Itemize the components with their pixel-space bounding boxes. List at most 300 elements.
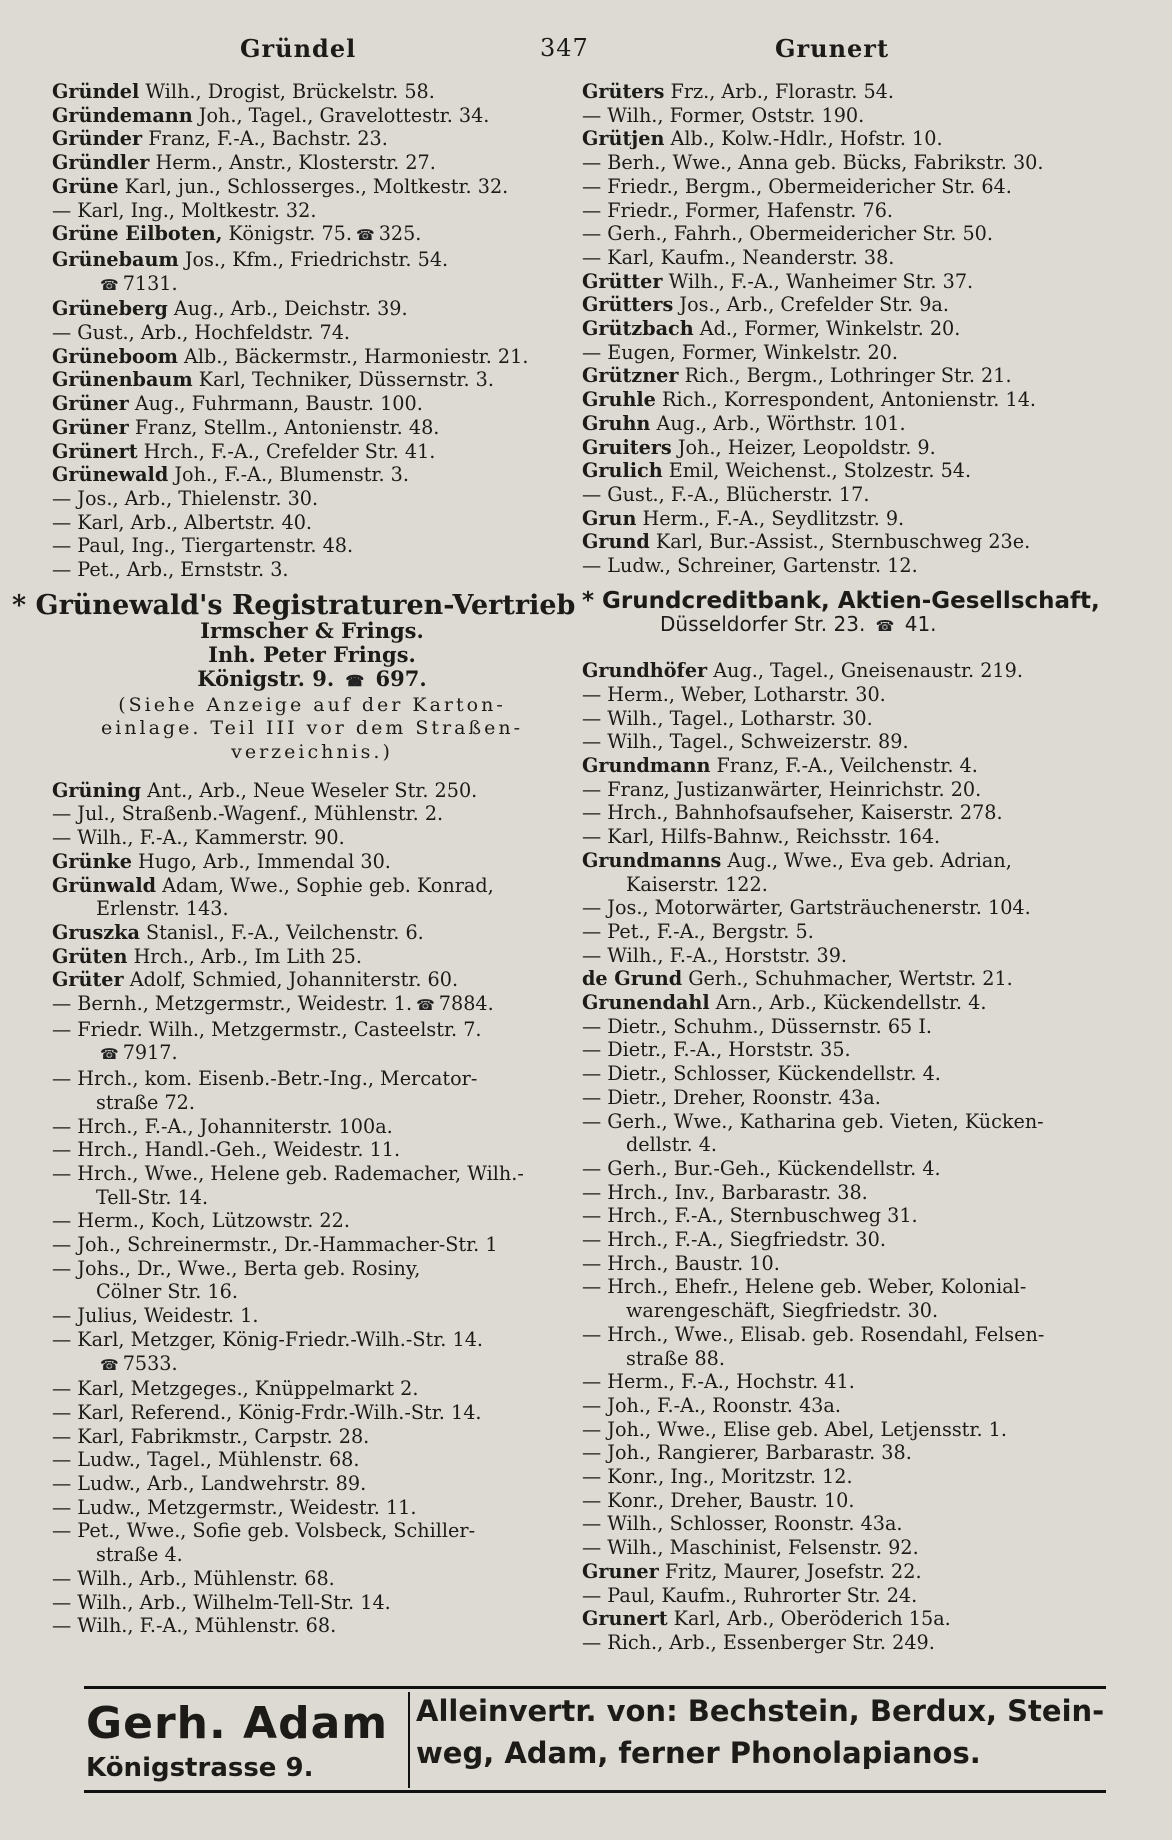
telephone-icon: ☎: [345, 671, 365, 690]
entry-details: — Ludw., Tagel., Mühlenstr. 68.: [52, 1448, 360, 1472]
directory-entry: [52, 1018, 572, 1042]
banner-line: weg, Adam, ferner Phonolapianos.: [416, 1736, 981, 1770]
entry-details: — Joh., Rangierer, Barbarastr. 38.: [582, 1441, 912, 1465]
directory-entry: [52, 1138, 572, 1162]
entry-details: — Johs., Dr., Wwe., Berta geb. Rosiny,: [52, 1256, 421, 1280]
banner-advert-text: [416, 1694, 1106, 1770]
directory-entry: [582, 436, 1122, 460]
entry-details: — Karl, Fabrikmstr., Carpstr. 28.: [52, 1424, 370, 1448]
directory-entry: [52, 1209, 572, 1233]
entry-details: — Karl, Ing., Moltkestr. 32.: [52, 198, 317, 222]
directory-entry: [582, 1015, 1122, 1039]
directory-entry: [582, 530, 1122, 554]
entry-details: — Wilh., F.-A., Kammerstr. 90.: [52, 826, 345, 850]
directory-entry: [52, 487, 572, 511]
entry-details: Franz, F.-A., Bachstr. 23.: [142, 127, 388, 151]
telephone-icon: ☎: [100, 275, 119, 294]
advert-note: verzeichnis.): [231, 740, 393, 763]
directory-entry: [52, 345, 572, 369]
directory-entry: [582, 1347, 1122, 1371]
entry-surname: Grützbach: [582, 317, 694, 341]
entry-phone: 7917.: [122, 1041, 178, 1065]
directory-entry: [52, 558, 572, 582]
directory-entry: [582, 270, 1122, 294]
entry-surname: Gründer: [52, 127, 143, 151]
banner-rule-bottom: [84, 1790, 1106, 1793]
entry-surname: Gruiters: [582, 435, 672, 459]
directory-entry: [582, 707, 1122, 731]
entry-details: — Karl, Arb., Albertstr. 40.: [52, 510, 313, 534]
directory-entry: [582, 412, 1122, 436]
directory-entry: [582, 1536, 1122, 1560]
directory-entry: [582, 825, 1122, 849]
directory-entry: [52, 1233, 572, 1257]
entry-details: — Karl, Kaufm., Neanderstr. 38.: [582, 245, 895, 269]
directory-entry: [52, 80, 572, 104]
entry-details: Karl, jun., Schlosserges., Moltkestr. 32.: [118, 174, 509, 198]
telephone-icon: ☎: [100, 1045, 119, 1064]
entry-details: — Hrch., Handl.-Geh., Weidestr. 11.: [52, 1138, 401, 1162]
entry-details: — Karl, Hilfs-Bahnw., Reichsstr. 164.: [582, 825, 941, 849]
entry-details: Gerh., Schuhmacher, Wertstr. 21.: [682, 967, 1013, 991]
directory-entry: [52, 1257, 572, 1281]
banner-line: Alleinvertr. von: Bechstein, Berdux, Stein-: [416, 1694, 1105, 1728]
entry-surname: Grundmann: [582, 753, 711, 777]
directory-entry: [582, 1489, 1122, 1513]
directory-entry: [582, 317, 1122, 341]
directory-entry: [582, 1086, 1122, 1110]
entry-surname: Grüner: [52, 392, 129, 416]
right-column: [582, 80, 1122, 1655]
directory-entry: [52, 1614, 572, 1638]
directory-entry: [52, 1519, 572, 1543]
directory-entry: [52, 1543, 572, 1567]
entry-details: straße 88.: [626, 1346, 725, 1370]
left-entries-bottom: [52, 779, 572, 1638]
entry-details: — Wilh., Former, Oststr. 190.: [582, 103, 865, 127]
entry-details: warengeschäft, Siegfriedstr. 30.: [626, 1299, 939, 1323]
entry-details: — Franz, Justizanwärter, Heinrichstr. 20.: [582, 777, 982, 801]
directory-entry: [582, 1275, 1122, 1299]
entry-details: Karl, Techniker, Düssernstr. 3.: [192, 368, 494, 392]
directory-entry: [582, 920, 1122, 944]
entry-details: straße 72.: [96, 1090, 195, 1114]
entry-surname: Grulich: [582, 459, 663, 483]
directory-entry: [52, 175, 572, 199]
entry-details: — Karl, Metzgeges., Knüppelmarkt 2.: [52, 1377, 419, 1401]
entry-phone: 7533.: [122, 1351, 178, 1375]
entry-details: Hugo, Arb., Immendal 30.: [131, 849, 391, 873]
entry-details: Joh., Tagel., Gravelottestr. 34.: [192, 103, 490, 127]
advert-note: einlage. Teil III vor dem Straßen-: [100, 717, 524, 740]
directory-entry: [582, 175, 1122, 199]
directory-entry: [582, 1631, 1122, 1655]
directory-entry: [582, 801, 1122, 825]
entry-details: Adam, Wwe., Sophie geb. Konrad,: [156, 873, 494, 897]
entry-details: — Hrch., Ehefr., Helene geb. Weber, Kolonial-: [582, 1275, 1027, 1299]
directory-entry: [582, 388, 1122, 412]
entry-surname: Grunendahl: [582, 991, 710, 1015]
entry-surname: Grünenbaum: [52, 368, 193, 392]
directory-entry: [52, 1162, 572, 1186]
entry-details: Joh., F.-A., Blumenstr. 3.: [168, 463, 409, 487]
directory-entry: [582, 849, 1122, 873]
directory-entry: [52, 1401, 572, 1425]
entry-details: Alb., Bäckermstr., Harmoniestr. 21.: [177, 344, 529, 368]
directory-entry: [582, 199, 1122, 223]
entry-details: Arn., Arb., Kückendellstr. 4.: [709, 991, 987, 1015]
entry-details: — Gerh., Bur.-Geh., Kückendellstr. 4.: [582, 1156, 941, 1180]
directory-entry: [582, 1441, 1122, 1465]
entry-details: Aug., Wwe., Eva geb. Adrian,: [721, 848, 1012, 872]
advert-line: Inh. Peter Frings.: [208, 642, 416, 668]
entry-details: Herm., F.-A., Seydlitzstr. 9.: [636, 506, 905, 530]
entry-details: — Gerh., Fahrh., Obermeidericher Str. 50.: [582, 222, 993, 246]
company-phone: 41.: [904, 612, 937, 637]
telephone-icon: ☎: [356, 226, 375, 245]
banner-name: Gerh. Adam: [86, 1698, 389, 1749]
directory-entry: [52, 1328, 572, 1352]
entry-details: Emil, Weichenst., Stolzestr. 54.: [662, 459, 972, 483]
entry-details: — Hrch., kom. Eisenb.-Betr.-Ing., Mercator-: [52, 1067, 478, 1091]
entry-phone: 7131.: [122, 271, 178, 295]
entry-details: Wilh., Drogist, Brückelstr. 58.: [139, 80, 435, 103]
directory-entry: [582, 944, 1122, 968]
entry-details: — Hrch., Baustr. 10.: [582, 1251, 780, 1275]
entry-details: Frz., Arb., Florastr. 54.: [664, 80, 894, 103]
directory-entry: [582, 1607, 1122, 1631]
directory-entry: [52, 297, 572, 321]
entry-surname: Grüning: [52, 778, 142, 802]
entry-details: — Joh., Schreinermstr., Dr.-Hammacher-Str. 1: [52, 1233, 498, 1257]
directory-entry: [52, 1591, 572, 1615]
entry-surname: Grütter: [582, 269, 663, 293]
directory-entry: [582, 246, 1122, 270]
entry-surname: Grund: [582, 530, 650, 554]
directory-entry: [582, 104, 1122, 128]
directory-entry: [52, 248, 572, 272]
directory-entry: [52, 463, 572, 487]
directory-entry: [582, 659, 1122, 683]
entry-details: — Herm., F.-A., Hochstr. 41.: [582, 1370, 855, 1394]
entry-details: — Friedr. Wilh., Metzgermstr., Casteelstr. 7.: [52, 1017, 482, 1041]
directory-entry: [52, 1280, 572, 1304]
directory-entry: [52, 321, 572, 345]
entry-details: Hrch., F.-A., Crefelder Str. 41.: [137, 439, 436, 463]
directory-entry: [582, 1157, 1122, 1181]
directory-entry: [52, 272, 572, 298]
directory-entry: [52, 1067, 572, 1091]
directory-entry: [52, 511, 572, 535]
entry-details: — Ludw., Arb., Landwehrstr. 89.: [52, 1472, 367, 1496]
directory-entry: [582, 1228, 1122, 1252]
page-number: 347: [540, 34, 589, 62]
entry-details: Ad., Former, Winkelstr. 20.: [693, 317, 961, 341]
entry-details: — Gust., F.-A., Blücherstr. 17.: [582, 482, 870, 506]
entry-details: — Joh., Wwe., Elise geb. Abel, Letjensstr. 1.: [582, 1417, 1007, 1441]
directory-entry: [52, 222, 572, 248]
directory-entry: [52, 1091, 572, 1115]
directory-entry: [582, 1038, 1122, 1062]
entry-details: — Wilh., Maschinist, Felsenstr. 92.: [582, 1536, 919, 1560]
advert-title: * Grünewald's Registraturen-Vertrieb: [12, 589, 576, 621]
telephone-icon: ☎: [875, 617, 895, 636]
directory-entry: [582, 1062, 1122, 1086]
entry-details: — Friedr., Bergm., Obermeidericher Str. 64.: [582, 174, 1012, 198]
directory-entry: [52, 1115, 572, 1139]
entry-details: Cölner Str. 16.: [96, 1280, 238, 1304]
entry-details: Karl, Bur.-Assist., Sternbuschweg 23e.: [649, 530, 1031, 554]
entry-details: — Gust., Arb., Hochfeldstr. 74.: [52, 321, 351, 345]
entry-surname: Grüner: [52, 415, 129, 439]
entry-surname: Gründler: [52, 151, 150, 175]
directory-entry: [52, 992, 572, 1018]
directory-entry: [582, 222, 1122, 246]
entry-details: — Berh., Wwe., Anna geb. Bücks, Fabrikstr. 30.: [582, 151, 1044, 175]
entry-details: — Hrch., F.-A., Johanniterstr. 100a.: [52, 1114, 393, 1138]
entry-surname: Grun: [582, 506, 637, 530]
entry-details: dellstr. 4.: [626, 1133, 718, 1157]
entry-details: — Ludw., Schreiner, Gartenstr. 12.: [582, 554, 918, 578]
entry-details: — Jul., Straßenb.-Wagenf., Mühlenstr. 2.: [52, 802, 444, 826]
entry-surname: Gruhle: [582, 388, 656, 412]
entry-details: Rich., Korrespondent, Antonienstr. 14.: [655, 388, 1037, 412]
entry-details: straße 4.: [96, 1543, 183, 1567]
entry-surname: Grütters: [582, 293, 674, 317]
entry-details: — Hrch., Wwe., Elisab. geb. Rosendahl, Felsen-: [582, 1322, 1045, 1346]
directory-entry: [582, 1110, 1122, 1134]
directory-entry: [52, 1425, 572, 1449]
entry-phone: 325.: [378, 222, 422, 246]
entry-details: Kaiserstr. 122.: [626, 872, 768, 896]
directory-entry: [52, 1496, 572, 1520]
directory-entry: [52, 1041, 572, 1067]
directory-entry: [52, 897, 572, 921]
directory-entry: [582, 80, 1122, 104]
directory-entry: [582, 293, 1122, 317]
entry-details: — Friedr., Former, Hafenstr. 76.: [582, 198, 894, 222]
entry-details: Franz, F.-A., Veilchenstr. 4.: [710, 753, 978, 777]
advert-phone: 697.: [375, 665, 427, 691]
entry-details: — Hrch., F.-A., Siegfriedstr. 30.: [582, 1228, 886, 1252]
entry-surname: Grundmanns: [582, 848, 722, 872]
entry-details: Stanisl., F.-A., Veilchenstr. 6.: [139, 920, 424, 944]
banner-rule-top: [84, 1686, 1106, 1689]
directory-entry: [582, 1394, 1122, 1418]
entry-details: — Hrch., Wwe., Helene geb. Rademacher, Wilh.-: [52, 1161, 524, 1185]
advert-line: Irmscher & Frings.: [200, 618, 424, 644]
directory-entry: [52, 392, 572, 416]
directory-entry: [582, 1323, 1122, 1347]
directory-entry: [52, 874, 572, 898]
entry-details: Ant., Arb., Neue Weseler Str. 250.: [141, 778, 478, 802]
directory-entry: [52, 1377, 572, 1401]
directory-entry: [582, 507, 1122, 531]
directory-entry: [582, 127, 1122, 151]
entry-details: Erlenstr. 143.: [96, 897, 229, 921]
company-title: * Grundcreditbank, Aktien-Gesellschaft,: [582, 587, 1100, 614]
directory-entry: [52, 1567, 572, 1591]
directory-entry: [52, 368, 572, 392]
directory-entry: [52, 1304, 572, 1328]
entry-details: — Dietr., Dreher, Roonstr. 43a.: [582, 1085, 881, 1109]
entry-details: Franz, Stellm., Antonienstr. 48.: [128, 415, 440, 439]
telephone-icon: ☎: [100, 1355, 119, 1374]
directory-entry: [52, 104, 572, 128]
directory-entry: [52, 968, 572, 992]
entry-phone: 7884.: [438, 992, 494, 1016]
entry-details: Aug., Fuhrmann, Baustr. 100.: [128, 392, 423, 416]
entry-details: — Julius, Weidestr. 1.: [52, 1304, 259, 1328]
entry-surname: Grundhöfer: [582, 659, 708, 683]
directory-entry: [582, 1584, 1122, 1608]
entry-surname: Gruszka: [52, 920, 140, 944]
directory-entry: [582, 1560, 1122, 1584]
entry-details: — Herm., Weber, Lotharstr. 30.: [582, 682, 886, 706]
directory-entry: [582, 1512, 1122, 1536]
entry-details: — Wilh., Arb., Wilhelm-Tell-Str. 14.: [52, 1590, 391, 1614]
entry-details: — Paul, Kaufm., Ruhrorter Str. 24.: [582, 1583, 918, 1607]
entry-details: Wilh., F.-A., Wanheimer Str. 37.: [662, 269, 974, 293]
advert-address: [52, 667, 572, 694]
advert-note: (Siehe Anzeige auf der Karton-: [118, 693, 506, 716]
entry-surname: Grünke: [52, 849, 132, 873]
advert-street: Königstr. 9.: [197, 665, 335, 691]
entry-details: — Paul, Ing., Tiergartenstr. 48.: [52, 534, 354, 558]
entry-details: — Dietr., Schlosser, Kückendellstr. 4.: [582, 1062, 941, 1086]
entry-details: — Ludw., Metzgermstr., Weidestr. 11.: [52, 1495, 417, 1519]
directory-entry: [582, 896, 1122, 920]
directory-entry: [582, 151, 1122, 175]
entry-details: Jos., Kfm., Friedrichstr. 54.: [178, 247, 449, 271]
entry-details: — Konr., Dreher, Baustr. 10.: [582, 1488, 855, 1512]
directory-entry: [52, 1448, 572, 1472]
entry-details: — Jos., Arb., Thielenstr. 30.: [52, 486, 319, 510]
directory-entry: [582, 873, 1122, 897]
right-entries-top: [582, 80, 1122, 578]
entry-details: Aug., Tagel., Gneisenaustr. 219.: [707, 659, 1023, 683]
left-column: [12, 80, 576, 1638]
entry-details: — Wilh., Tagel., Lotharstr. 30.: [582, 706, 873, 730]
telephone-icon: ☎: [416, 996, 435, 1015]
directory-entry: [52, 826, 572, 850]
entry-details: — Wilh., Arb., Mühlenstr. 68.: [52, 1566, 335, 1590]
directory-entry: [52, 850, 572, 874]
entry-details: — Herm., Koch, Lützowstr. 22.: [52, 1209, 350, 1233]
entry-surname: Grüne: [52, 174, 119, 198]
directory-entry: [52, 802, 572, 826]
banner-street: Königstrasse 9.: [86, 1753, 314, 1783]
entry-surname: Grüneboom: [52, 344, 178, 368]
directory-entry: [52, 127, 572, 151]
entry-details: — Dietr., F.-A., Horststr. 35.: [582, 1038, 851, 1062]
directory-entry: [582, 754, 1122, 778]
entry-surname: Grünwald: [52, 873, 157, 897]
entry-details: Herm., Anstr., Klosterstr. 27.: [149, 151, 436, 175]
directory-entry: [52, 1472, 572, 1496]
entry-surname: Gründemann: [52, 103, 193, 127]
entry-surname: de Grund: [582, 967, 683, 991]
directory-entry: [52, 199, 572, 223]
entry-details: Fritz, Maurer, Josefstr. 22.: [658, 1559, 922, 1583]
entry-details: Tell-Str. 14.: [96, 1185, 209, 1209]
directory-entry: [582, 459, 1122, 483]
directory-entry: [582, 1465, 1122, 1489]
entry-surname: Grützner: [582, 364, 679, 388]
directory-entry: [582, 1181, 1122, 1205]
directory-entry: [52, 416, 572, 440]
entry-details: — Karl, Referend., König-Frdr.-Wilh.-Str. 14.: [52, 1400, 482, 1424]
directory-entry: [582, 1252, 1122, 1276]
entry-details: — Pet., F.-A., Bergstr. 5.: [582, 919, 814, 943]
banner-advert-name: [86, 1698, 404, 1783]
entry-details: Alb., Kolw.-Hdlr., Hofstr. 10.: [664, 127, 943, 151]
entry-details: Königstr. 75.: [222, 222, 352, 246]
directory-entry: [582, 967, 1122, 991]
entry-details: Hrch., Arb., Im Lith 25.: [127, 944, 362, 968]
entry-surname: Grüters: [582, 80, 665, 103]
entry-surname: Grüne Eilboten,: [52, 222, 223, 246]
banner-divider: [408, 1692, 410, 1788]
entry-details: — Pet., Wwe., Sofie geb. Volsbeck, Schiller-: [52, 1519, 476, 1543]
entry-details: — Konr., Ing., Moritzstr. 12.: [582, 1465, 853, 1489]
entry-surname: Grütjen: [582, 127, 665, 151]
entry-details: — Karl, Metzger, König-Friedr.-Wilh.-Str. 14.: [52, 1327, 484, 1351]
directory-entry: [582, 991, 1122, 1015]
entry-surname: Gruner: [582, 1559, 659, 1583]
entry-details: — Joh., F.-A., Roonstr. 43a.: [582, 1393, 841, 1417]
directory-entry: [582, 778, 1122, 802]
entry-details: Joh., Heizer, Leopoldstr. 9.: [671, 435, 936, 459]
directory-entry: [582, 730, 1122, 754]
entry-surname: Gründel: [52, 80, 140, 103]
entry-details: — Jos., Motorwärter, Gartsträuchenerstr. 104.: [582, 896, 1031, 920]
directory-entry: [582, 1418, 1122, 1442]
directory-entry: [52, 534, 572, 558]
company-street: Düsseldorfer Str. 23.: [660, 612, 866, 637]
entry-details: Aug., Arb., Wörthstr. 101.: [650, 411, 906, 435]
left-entries-top: [52, 80, 572, 582]
directory-entry: [52, 945, 572, 969]
entry-details: — Wilh., F.-A., Mühlenstr. 68.: [52, 1614, 337, 1638]
directory-entry: [582, 1204, 1122, 1228]
directory-entry: [52, 1352, 572, 1378]
entry-surname: Grüten: [52, 944, 128, 968]
entry-surname: Grünert: [52, 439, 138, 463]
entry-details: — Gerh., Wwe., Katharina geb. Vieten, Kücken-: [582, 1109, 1044, 1133]
entry-details: — Hrch., Inv., Barbarastr. 38.: [582, 1180, 868, 1204]
entry-surname: Gruhn: [582, 411, 651, 435]
entry-details: Aug., Arb., Deichstr. 39.: [167, 297, 408, 321]
directory-entry: [582, 364, 1122, 388]
directory-entry: [52, 779, 572, 803]
entry-details: — Wilh., Schlosser, Roonstr. 43a.: [582, 1512, 903, 1536]
directory-entry: [52, 440, 572, 464]
directory-entry: [582, 1370, 1122, 1394]
entry-details: — Wilh., F.-A., Horststr. 39.: [582, 943, 848, 967]
running-head-right: Grunert: [775, 34, 890, 63]
directory-entry: [582, 554, 1122, 578]
entry-details: — Eugen, Former, Winkelstr. 20.: [582, 340, 898, 364]
directory-entry: [582, 341, 1122, 365]
entry-surname: Grüneberg: [52, 297, 168, 321]
directory-entry: [582, 683, 1122, 707]
entry-details: — Rich., Arb., Essenberger Str. 249.: [582, 1631, 935, 1654]
entry-details: Rich., Bergm., Lothringer Str. 21.: [678, 364, 1012, 388]
directory-entry: [52, 151, 572, 175]
running-head-left: Gründel: [240, 34, 357, 63]
directory-entry: [52, 921, 572, 945]
